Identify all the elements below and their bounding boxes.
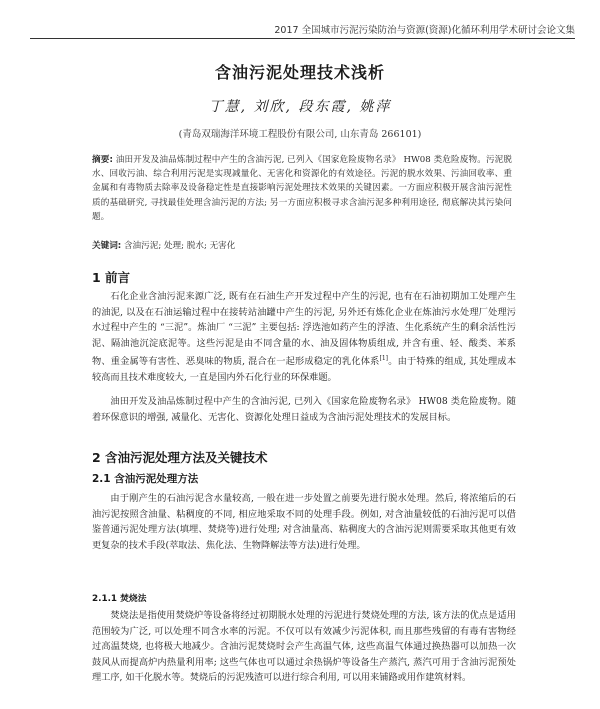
section-1-paragraph-2: 油田开发及油品炼制过程中产生的含油污泥, 已列入《国家危险废物名录》 HW08 类危险废物。随着环保意识的增强, 减量化、无害化、资源化处理日益成为含油污泥处理技术的发展目标。	[92, 396, 516, 423]
paragraph-text: 石化企业含油污泥来源广泛, 既有在石油生产开发过程中产生的污泥, 也有在石油初期加工处理产生的油泥, 以及在石油运输过程中在接转站油罐中产生的污泥, 另外还有炼化企业在炼油污水处理厂处理污水过程中产生的 “三泥”。炼油厂 “三泥” 主要包括: 浮选池如药产生的浮渣、生化系统产生的剩余活性污泥、隔油池沉淀底泥等。这些污泥是由不同含量的水、油及固体物质组成, 并含有重、轻、酸类、苯系物、重金属等有害性、恶臭味的物质, 混合在一起形成稳定的乳化体系	[92, 291, 516, 368]
subsection-heading-2-1: 2.1 含油污泥处理方法	[92, 473, 199, 485]
citation-ref: [1]	[379, 355, 388, 363]
paper-title: 含油污泥处理技术浅析	[214, 63, 385, 82]
section-2-1-paragraph-1: 由于刚产生的石油污泥含水量较高, 一般在进一步处置之前要先进行脱水处理。然后, 将浓缩后的石油污泥按照含油量、粘稠度的不同, 相应地采取不同的处理手段。例如, 对含油量较低的石油污泥可以借鉴普通污泥处理方法(填埋、焚烧等)进行处理; 对含油量高、粘稠度大的含油污泥则需要采取其他更有效更复杂的技术手段(萃取法、焦化法、生物降解法等方法)进行处理。	[92, 493, 516, 551]
keywords	[92, 239, 512, 251]
section-1-paragraph-1	[92, 289, 516, 386]
abstract	[92, 153, 512, 224]
running-header: 2017 全国城市污泥污染防治与资源(资源)化循环利用学术研讨会论文集	[274, 25, 575, 36]
section-heading-1: 1 前言	[92, 270, 131, 285]
header-rule	[30, 38, 575, 39]
keywords-label: 关键词:	[92, 241, 122, 251]
keywords-text: 含油污泥; 处理; 脱水; 无害化	[123, 241, 236, 251]
section-2-1-1-paragraph-1: 焚烧法是指使用焚烧炉等设备将经过初期脱水处理的污泥进行焚烧处理的方法, 该方法的优点是适用范围较为广泛, 可以处理不同含水率的污泥。不仅可以有效减少污泥体积, 而且那些残留的有毒有害物经过高温焚烧, 也将极大地减少。含油污泥焚烧时会产生高温气体, 这些高温气体通过换热器可以加热一次鼓风从而提高炉内热量利用率; 这些气体也可以通过余热锅炉等设备生产蒸汽, 蒸汽可用于含油污泥预处理工序, 如干化脱水等。焚烧后的污泥残渣可以进行综合利用, 可以用来铺路或用作建筑材料。	[92, 610, 516, 684]
paper-authors: 丁慧, 刘欣, 段东霞, 姚萍	[208, 99, 392, 115]
paper-affiliation: (青岛双瑞海洋环境工程股份有限公司, 山东青岛 266101)	[178, 129, 422, 140]
abstract-label: 摘要:	[92, 155, 113, 165]
subsection-heading-2-1-1: 2.1.1 焚烧法	[92, 594, 147, 604]
section-heading-2: 2 含油污泥处理方法及关键技术	[92, 450, 268, 465]
paragraph-text-tail: 。由于特殊的组成, 其处理成本较高而且技术难度较大, 一直是国内外石化行业的环保难题。	[92, 356, 517, 384]
abstract-text: 油田开发及油品炼制过程中产生的含油污泥, 已列入《国家危险废物名录》 HW08 类危险废物。污泥脱水、回收污油、综合利用污泥是实现减量化、无害化和资源化的有效途径。污泥的脱水效果、污油回收率、重金属和有毒物质去除率及设备稳定性是直接影响污泥处理技术效果的关键因素。一方面应积极开展含油污泥性质的基础研究, 寻找最佳处理含油污泥的方法; 另一方面应积极寻求含油污泥多种利用途径, 彻底解决其污染问题。	[92, 155, 512, 222]
